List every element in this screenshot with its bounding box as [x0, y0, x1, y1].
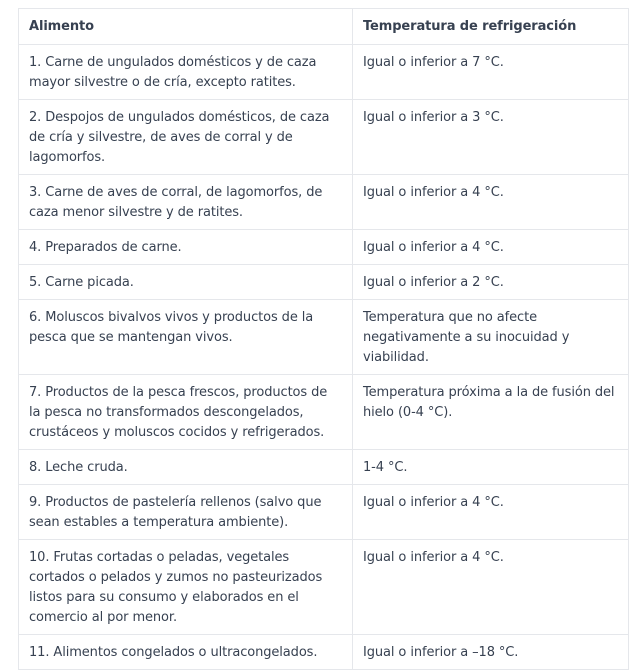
table-row [19, 540, 629, 635]
food-cell: 6. Moluscos bivalvos vivos y productos de la pesca que se mantengan vivos. [19, 300, 353, 375]
food-cell: 9. Productos de pastelería rellenos (salvo que sean estables a temperatura ambiente). [19, 485, 353, 540]
table-row [19, 175, 629, 230]
food-cell: 2. Despojos de ungulados domésticos, de caza de cría y silvestre, de aves de corral y de lagomorfos. [19, 100, 353, 175]
table-row [19, 300, 629, 375]
food-cell: 3. Carne de aves de corral, de lagomorfos, de caza menor silvestre y de ratites. [19, 175, 353, 230]
temperature-cell: Igual o inferior a –18 °C. [353, 635, 629, 670]
food-cell: 1. Carne de ungulados domésticos y de caza mayor silvestre o de cría, excepto ratites. [19, 45, 353, 100]
temperature-cell: Igual o inferior a 4 °C. [353, 230, 629, 265]
temperature-cell: Temperatura próxima a la de fusión del hielo (0-4 °C). [353, 375, 629, 450]
table-row [19, 485, 629, 540]
table-row [19, 450, 629, 485]
table-row [19, 230, 629, 265]
food-cell: 4. Preparados de carne. [19, 230, 353, 265]
food-cell: 11. Alimentos congelados o ultracongelados. [19, 635, 353, 670]
temperature-cell: Igual o inferior a 2 °C. [353, 265, 629, 300]
temperature-cell: Igual o inferior a 4 °C. [353, 540, 629, 635]
food-cell: 7. Productos de la pesca frescos, productos de la pesca no transformados descongelados, crustáceos y moluscos cocidos y refrigerados. [19, 375, 353, 450]
table-row [19, 375, 629, 450]
table-row [19, 265, 629, 300]
refrigeration-table [18, 8, 629, 670]
header-alimento: Alimento [19, 9, 353, 45]
food-cell: 8. Leche cruda. [19, 450, 353, 485]
temperature-cell: Temperatura que no afecte negativamente a su inocuidad y viabilidad. [353, 300, 629, 375]
table-row [19, 635, 629, 670]
temperature-cell: Igual o inferior a 4 °C. [353, 175, 629, 230]
temperature-cell: Igual o inferior a 4 °C. [353, 485, 629, 540]
table-row [19, 45, 629, 100]
table-header-row [19, 9, 629, 45]
temperature-cell: Igual o inferior a 7 °C. [353, 45, 629, 100]
food-cell: 5. Carne picada. [19, 265, 353, 300]
temperature-cell: Igual o inferior a 3 °C. [353, 100, 629, 175]
food-cell: 10. Frutas cortadas o peladas, vegetales cortados o pelados y zumos no pasteurizados listos para su consumo y elaborados en el comercio al por menor. [19, 540, 353, 635]
table-row [19, 100, 629, 175]
header-temperatura: Temperatura de refrigeración [353, 9, 629, 45]
temperature-cell: 1-4 °C. [353, 450, 629, 485]
